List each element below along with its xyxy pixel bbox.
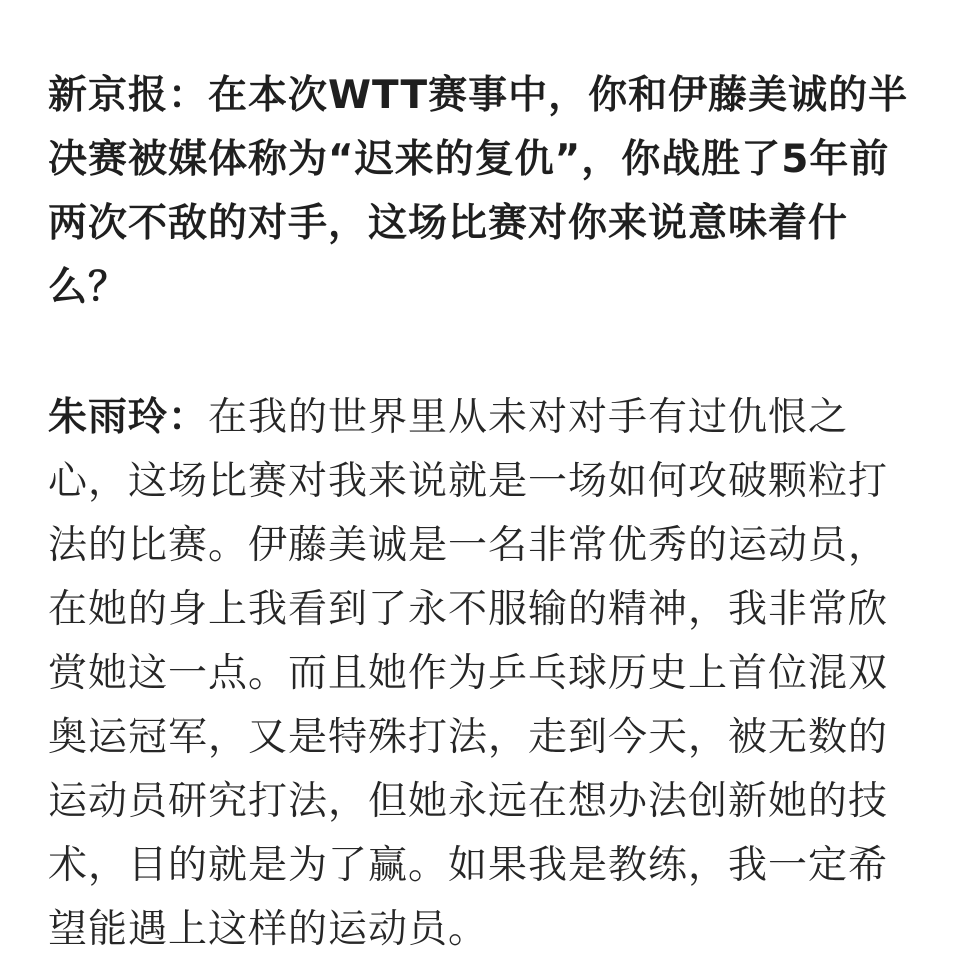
question-paragraph	[48, 64, 925, 320]
question-speaker: 新京报：	[48, 73, 209, 118]
answer-speaker: 朱雨玲：	[48, 395, 209, 440]
answer-paragraph	[48, 386, 925, 962]
answer-text: 在我的世界里从未对对手有过仇恨之心，这场比赛对我来说就是一场如何攻破颗粒打法的比赛。伊藤美诚是一名非常优秀的运动员，在她的身上我看到了永不服输的精神，我非常欣赏她这一点。而且她作为乒乓球历史上首位混双奥运冠军，又是特殊打法，走到今天，被无数的运动员研究打法，但她永远在想办法创新她的技术，目的就是为了赢。如果我是教练，我一定希望能遇上这样的运动员。	[48, 395, 889, 952]
question-text: 在本次WTT赛事中，你和伊藤美诚的半决赛被媒体称为“迟来的复仇”，你战胜了5年前两次不敌的对手，这场比赛对你来说意味着什么？	[48, 73, 909, 310]
